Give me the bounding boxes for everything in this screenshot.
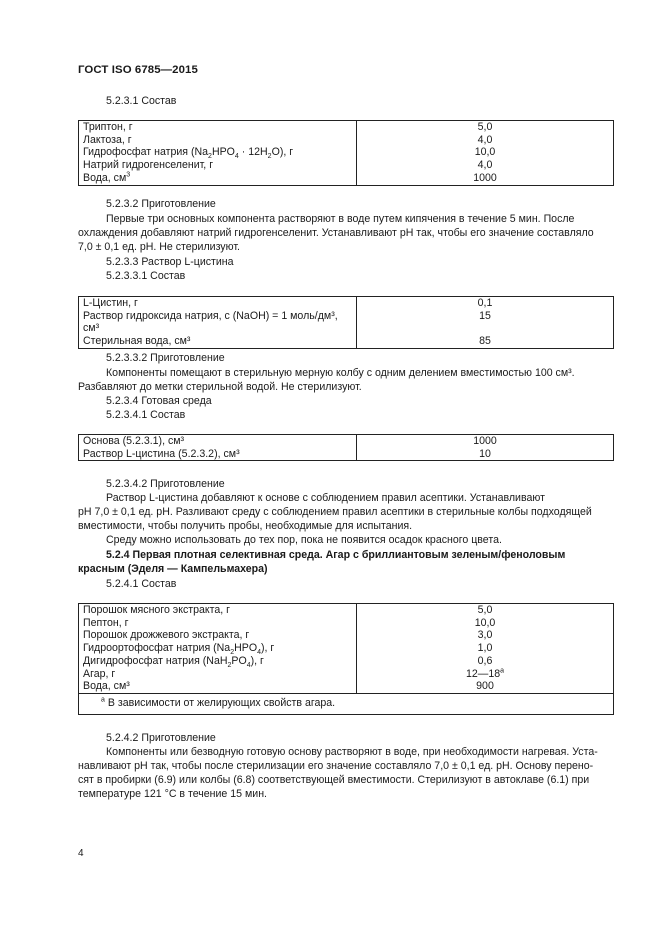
table-footnote: $^a$ В зависимости от желирующих свойств агара.	[79, 693, 614, 714]
table-row	[79, 134, 614, 147]
section-title-5241: 5.2.4.1 Состав	[106, 578, 177, 590]
ingredient-name: Стерильная вода, см³	[83, 335, 191, 348]
ingredient-value: 15	[357, 310, 614, 335]
table-row	[79, 297, 614, 310]
ingredient-value: 1000	[357, 435, 614, 448]
table-row	[79, 435, 614, 448]
table-row	[79, 629, 614, 642]
table-row	[79, 159, 614, 172]
paragraph-line: Первые три основных компонента растворяют в воде путем кипячения в течение 5 мин. После	[106, 213, 575, 225]
section-title-52331: 5.2.3.3.1 Состав	[106, 270, 186, 282]
section-heading-524: 5.2.4 Первая плотная селективная среда. Агар с бриллиантовым зеленым/феноловым	[106, 549, 566, 561]
section-title-5231: 5.2.3.1 Состав	[106, 95, 177, 107]
ingredient-value: 1000	[357, 172, 614, 185]
section-heading-524-cont: красным (Эделя — Кампельмахера)	[78, 563, 268, 575]
ingredient-name: Основа (5.2.3.1), см³	[83, 435, 185, 447]
section-title-52341: 5.2.3.4.1 Состав	[106, 409, 186, 421]
ingredient-value: 85	[357, 335, 614, 348]
composition-table-3	[78, 434, 614, 461]
ingredient-name: Вода, $см^3$	[83, 171, 131, 184]
table-row	[79, 146, 614, 159]
ingredient-name: Пептон, г	[83, 616, 129, 629]
section-title-5232: 5.2.3.2 Приготовление	[106, 198, 216, 210]
ingredient-value: 0,6	[357, 655, 614, 668]
ingredient-name: Раствор L-цистина (5.2.3.2), см³	[83, 447, 240, 460]
table-row	[79, 668, 614, 681]
ingredient-name: Раствор гидроксида натрия, c (NaOH) = 1 моль/дм³, см³	[83, 309, 338, 335]
ingredient-value: 4,0	[357, 134, 614, 147]
ingredient-value: 12—18$^a$	[357, 668, 614, 681]
section-title-5234: 5.2.3.4 Готовая среда	[106, 395, 212, 407]
table-row	[79, 121, 614, 134]
table-row	[79, 310, 614, 335]
ingredient-name: Вода, см³	[83, 680, 130, 693]
ingredient-name: Гидрофосфат натрия $(Na_2HPO_4 \cdot 12H_2O)$, г	[83, 146, 294, 161]
ingredient-value: 5,0	[357, 121, 614, 134]
paragraph-line: Раствор L-цистина добавляют к основе с соблюдением правил асептики. Устанавливают	[106, 492, 545, 504]
ingredient-name: L-Цистин, г	[83, 297, 138, 309]
paragraph-line: сят в пробирки (6.9) или колбы (6.8) соответствующей вместимости. Стерилизуют в автоклаве (6.1) при	[78, 774, 590, 786]
paragraph-line: охлаждения добавляют натрий гидрогенселенит. Устанавливают pH так, чтобы его значение составляло	[78, 227, 594, 239]
paragraph-line: Компоненты или безводную готовую основу растворяют в воде, при необходимости нагревая. Уста-	[106, 746, 598, 758]
table-row	[79, 642, 614, 655]
ingredient-name: Порошок дрожжевого экстракта, г	[83, 629, 250, 642]
ingredient-value: 5,0	[357, 604, 614, 617]
ingredient-name: Агар, г	[83, 667, 116, 680]
table-row	[79, 655, 614, 668]
section-title-5233: 5.2.3.3 Раствор L-цистина	[106, 256, 234, 268]
ingredient-name: Натрий гидрогенселенит, г	[83, 159, 214, 172]
composition-table-2	[78, 296, 614, 349]
document-header: ГОСТ ISO 6785—2015	[78, 64, 198, 76]
paragraph-line: pH 7,0 ± 0,1 ед. pH. Разливают среду с соблюдением правил асептики в стерильные колбы подходящей	[78, 506, 592, 518]
ingredient-value: 3,0	[357, 629, 614, 642]
table-row	[79, 448, 614, 461]
page-number: 4	[78, 848, 84, 859]
composition-table-4	[78, 603, 614, 715]
paragraph-line: Компоненты помещают в стерильную мерную колбу с одним делением вместимостью 100 см³.	[106, 367, 575, 379]
table-row	[79, 172, 614, 185]
ingredient-name: Порошок мясного экстракта, г	[83, 604, 231, 616]
table-row	[79, 617, 614, 630]
section-title-52332: 5.2.3.3.2 Приготовление	[106, 352, 225, 364]
paragraph-line: вместимости, чтобы получить пробы, необходимые для испытания.	[78, 520, 413, 532]
table-row	[79, 680, 614, 693]
paragraph-line: температуре 121 °C в течение 15 мин.	[78, 788, 267, 800]
ingredient-value: 900	[357, 680, 614, 693]
ingredient-value: 4,0	[357, 159, 614, 172]
section-title-52342: 5.2.3.4.2 Приготовление	[106, 478, 225, 490]
ingredient-value: 10	[357, 448, 614, 461]
ingredient-value: 10,0	[357, 617, 614, 630]
paragraph-line: Среду можно использовать до тех пор, пока не появится осадок красного цвета.	[106, 534, 502, 546]
paragraph-line: Разбавляют до метки стерильной водой. Не стерилизуют.	[78, 381, 362, 393]
paragraph-line: навливают pH так, чтобы после стерилизации его значение составляло 7,0 ± 0,1 ед. pH. Основу перено-	[78, 760, 594, 772]
table-row	[79, 604, 614, 617]
ingredient-name: Гидроортофосфат натрия $(Na_2HPO_4)$, г	[83, 642, 275, 657]
ingredient-name: Триптон, г	[83, 121, 133, 133]
ingredient-value: 0,1	[357, 297, 614, 310]
ingredient-name: Дигидрофосфат натрия $(NaH_2PO_4)$, г	[83, 654, 264, 669]
composition-table-1	[78, 120, 614, 186]
ingredient-value: 1,0	[357, 642, 614, 655]
section-title-5242: 5.2.4.2 Приготовление	[106, 732, 216, 744]
paragraph-line: 7,0 ± 0,1 ед. pH. Не стерилизуют.	[78, 241, 240, 253]
table-footnote-row	[79, 693, 614, 714]
ingredient-value: 10,0	[357, 146, 614, 159]
ingredient-name: Лактоза, г	[83, 133, 132, 146]
table-row	[79, 335, 614, 348]
